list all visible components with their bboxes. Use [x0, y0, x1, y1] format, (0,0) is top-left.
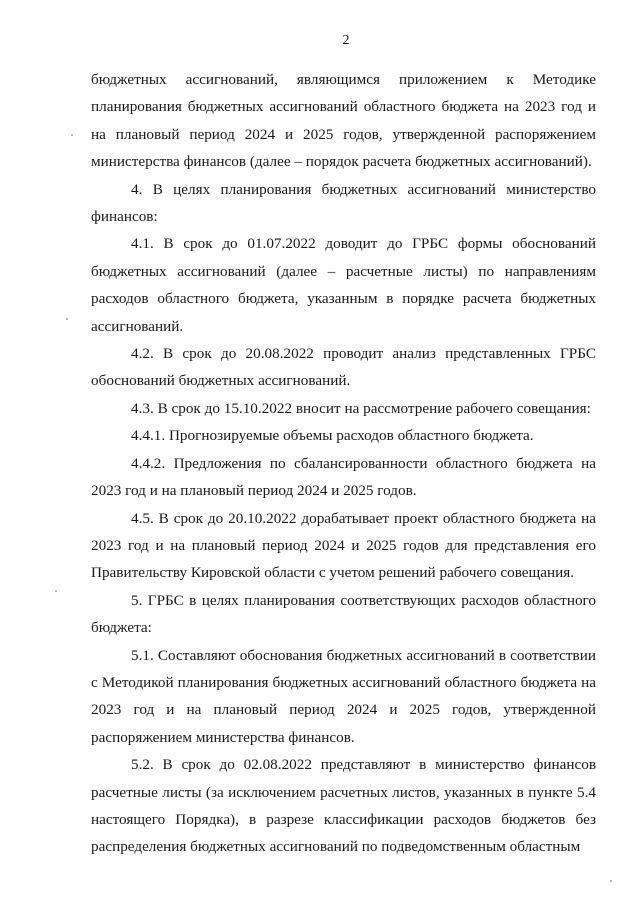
paragraph-4-1: 4.1. В срок до 01.07.2022 доводит до ГРБС формы обоснований бюджетных ассигнований (далее – расчетные листы) по направлениям расходов областного бюджета, указанным в порядке расчета бюджетных ассигнований.	[91, 235, 596, 335]
paragraph-4-4-1: 4.4.1. Прогнозируемые объемы расходов областного бюджета.	[131, 427, 534, 445]
paragraph-5: 5. ГРБС в целях планирования соответствующих расходов областного бюджета:	[91, 591, 596, 637]
paragraph-4-3: 4.3. В срок до 15.10.2022 вносит на рассмотрение рабочего совещания:	[131, 399, 591, 417]
document-body	[91, 66, 596, 861]
paragraph-5-2: 5.2. В срок до 02.08.2022 представляют в министерство финансов расчетные листы (за исключением расчетных листов, указанных в пункте 5.4 настоящего Порядка), в разрезе классификации расходов бюджетов без распределения бюджетных ассигнований по подведомственным областным	[91, 756, 596, 856]
page-number: 2	[342, 33, 350, 48]
paragraph-4: 4. В целях планирования бюджетных ассигнований министерство финансов:	[91, 180, 596, 226]
paragraph-4-5: 4.5. В срок до 20.10.2022 дорабатывает проект областного бюджета на 2023 год и на плановый период 2024 и 2025 годов для представления его Правительству Кировской области с учетом решений рабочего совещания.	[91, 509, 596, 582]
paragraph-4-4-2: 4.4.2. Предложения по сбалансированности областного бюджета на 2023 год и на плановый период 2024 и 2025 годов.	[91, 454, 596, 500]
paragraph-continuation: бюджетных ассигнований, являющимся приложением к Методике планирования бюджетных ассигнований областного бюджета на 2023 год и на плановый период 2024 и 2025 годов, утвержденной распоряжением министерства финансов (далее – порядок расчета бюджетных ассигнований).	[91, 71, 596, 171]
scan-speck	[55, 590, 57, 592]
paragraph-5-1: 5.1. Составляют обоснования бюджетных ассигнований в соответствии с Методикой планирования бюджетных ассигнований областного бюджета на 2023 год и на плановый период 2024 и 2025 годов, утвержденной распоряжением министерства финансов.	[91, 646, 596, 746]
scan-speck	[610, 880, 612, 882]
scan-speck	[71, 134, 73, 136]
scan-speck	[66, 318, 68, 320]
paragraph-4-2: 4.2. В срок до 20.08.2022 проводит анализ представленных ГРБС обоснований бюджетных ассигнований.	[91, 345, 596, 390]
